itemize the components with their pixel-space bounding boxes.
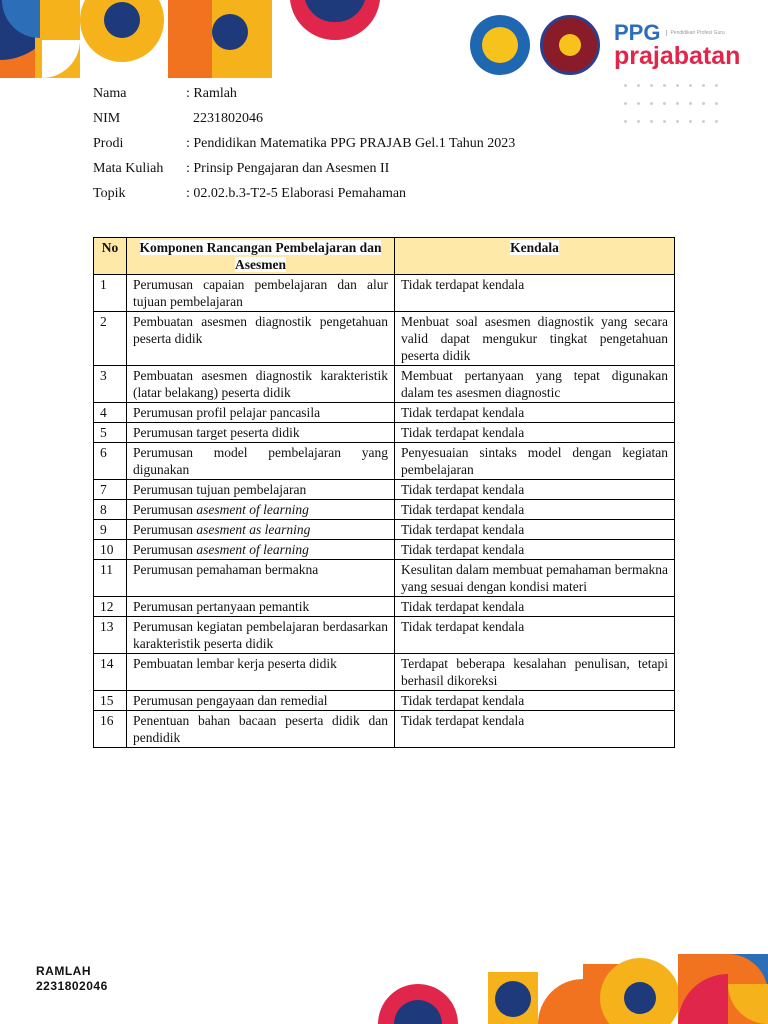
cell-no: 10 [94, 540, 127, 560]
cell-kendala: Tidak terdapat kendala [395, 480, 675, 500]
cell-komponen: Perumusan pengayaan dan remedial [127, 691, 395, 711]
ppg-logo-text: PPG [614, 19, 661, 45]
footer-decoration [378, 944, 768, 1024]
info-row-mata-kuliah [93, 161, 515, 186]
cell-kendala: Tidak terdapat kendala [395, 500, 675, 520]
cell-no: 12 [94, 597, 127, 617]
cell-kendala: Tidak terdapat kendala [395, 520, 675, 540]
cell-no: 6 [94, 443, 127, 480]
cell-komponen: Perumusan asesment as learning [127, 520, 395, 540]
cell-no: 14 [94, 654, 127, 691]
header-no: No [94, 238, 127, 275]
table-row [94, 597, 675, 617]
ppg-prajabatan-logo [614, 19, 741, 70]
cell-kendala: Tidak terdapat kendala [395, 403, 675, 423]
cell-komponen: Perumusan pemahaman bermakna [127, 560, 395, 597]
info-row-nama [93, 86, 515, 111]
cell-kendala: Penyesuaian sintaks model dengan kegiatan pembelajaran [395, 443, 675, 480]
footer-nim: 2231802046 [36, 979, 108, 993]
cell-komponen: Perumusan target peserta didik [127, 423, 395, 443]
table-row [94, 654, 675, 691]
table-header-row [94, 238, 675, 275]
info-value: : Prinsip Pengajaran dan Asesmen II [186, 161, 390, 176]
cell-komponen: Perumusan asesment of learning [127, 500, 395, 520]
info-row-topik [93, 186, 515, 211]
cell-kendala: Tidak terdapat kendala [395, 597, 675, 617]
cell-komponen: Pembuatan asesmen diagnostik karakteristik (latar belakang) peserta didik [127, 366, 395, 403]
cell-no: 16 [94, 711, 127, 748]
cell-kendala: Tidak terdapat kendala [395, 711, 675, 748]
cell-no: 5 [94, 423, 127, 443]
table-row [94, 520, 675, 540]
cell-komponen: Penentuan bahan bacaan peserta didik dan pendidik [127, 711, 395, 748]
cell-no: 9 [94, 520, 127, 540]
cell-kendala: Membuat pertanyaan yang tepat digunakan dalam tes asesmen diagnostic [395, 366, 675, 403]
info-label: Prodi [93, 136, 124, 151]
table-row [94, 275, 675, 312]
cell-no: 15 [94, 691, 127, 711]
cell-komponen: Pembuatan asesmen diagnostik pengetahuan peserta didik [127, 312, 395, 366]
kemdikbud-logo [470, 15, 530, 75]
cell-kendala: Tidak terdapat kendala [395, 691, 675, 711]
cell-komponen: Perumusan profil pelajar pancasila [127, 403, 395, 423]
cell-kendala: Kesulitan dalam membuat pemahaman bermakna yang sesuai dengan kondisi materi [395, 560, 675, 597]
table-row [94, 711, 675, 748]
info-value: : 02.02.b.3-T2-5 Elaborasi Pemahaman [186, 186, 407, 201]
header-komponen: Komponen Rancangan Pembelajaran dan Asesmen [127, 238, 395, 275]
dot-pattern [624, 84, 744, 138]
footer-name: RAMLAH [36, 964, 91, 978]
footer-author [36, 964, 108, 994]
cell-no: 2 [94, 312, 127, 366]
prajabatan-logo-text: prajabatan [614, 41, 741, 70]
header-kendala: Kendala [395, 238, 675, 275]
info-value: : Pendidikan Matematika PPG PRAJAB Gel.1 Tahun 2023 [186, 136, 516, 151]
info-row-nim [93, 111, 515, 136]
cell-no: 8 [94, 500, 127, 520]
cell-no: 4 [94, 403, 127, 423]
table-row [94, 560, 675, 597]
kendala-table [93, 237, 675, 748]
info-label: Nama [93, 86, 127, 101]
cell-komponen: Pembuatan lembar kerja peserta didik [127, 654, 395, 691]
header-logos [470, 14, 740, 76]
table-row [94, 480, 675, 500]
header-decoration [0, 0, 380, 80]
table-row [94, 540, 675, 560]
info-label: Mata Kuliah [93, 161, 164, 176]
cell-komponen: Perumusan capaian pembelajaran dan alur tujuan pembelajaran [127, 275, 395, 312]
table-row [94, 366, 675, 403]
cell-kendala: Tidak terdapat kendala [395, 275, 675, 312]
table-row [94, 691, 675, 711]
student-info [93, 86, 515, 211]
cell-no: 13 [94, 617, 127, 654]
table-row [94, 312, 675, 366]
cell-komponen: Perumusan pertanyaan pemantik [127, 597, 395, 617]
table-row [94, 617, 675, 654]
table-row [94, 423, 675, 443]
info-label: NIM [93, 111, 121, 126]
cell-kendala: Tidak terdapat kendala [395, 617, 675, 654]
cell-kendala: Tidak terdapat kendala [395, 540, 675, 560]
cell-no: 11 [94, 560, 127, 597]
cell-komponen: Perumusan kegiatan pembelajaran berdasarkan karakteristik peserta didik [127, 617, 395, 654]
cell-no: 3 [94, 366, 127, 403]
cell-komponen: Perumusan asesment of learning [127, 540, 395, 560]
university-logo [540, 15, 600, 75]
cell-komponen: Perumusan tujuan pembelajaran [127, 480, 395, 500]
table-row [94, 500, 675, 520]
info-label: Topik [93, 186, 126, 201]
info-value: : Ramlah [186, 86, 237, 101]
ppg-logo-subtext: Pendidikan Profesi Guru [666, 30, 724, 36]
cell-no: 7 [94, 480, 127, 500]
cell-komponen: Perumusan model pembelajaran yang digunakan [127, 443, 395, 480]
cell-kendala: Menbuat soal asesmen diagnostik yang secara valid dapat mengukur tingkat pengetahuan peserta didik [395, 312, 675, 366]
cell-kendala: Tidak terdapat kendala [395, 423, 675, 443]
info-value: 2231802046 [186, 111, 263, 126]
table-row [94, 443, 675, 480]
table-row [94, 403, 675, 423]
cell-kendala: Terdapat beberapa kesalahan penulisan, tetapi berhasil dikoreksi [395, 654, 675, 691]
cell-no: 1 [94, 275, 127, 312]
info-row-prodi [93, 136, 515, 161]
